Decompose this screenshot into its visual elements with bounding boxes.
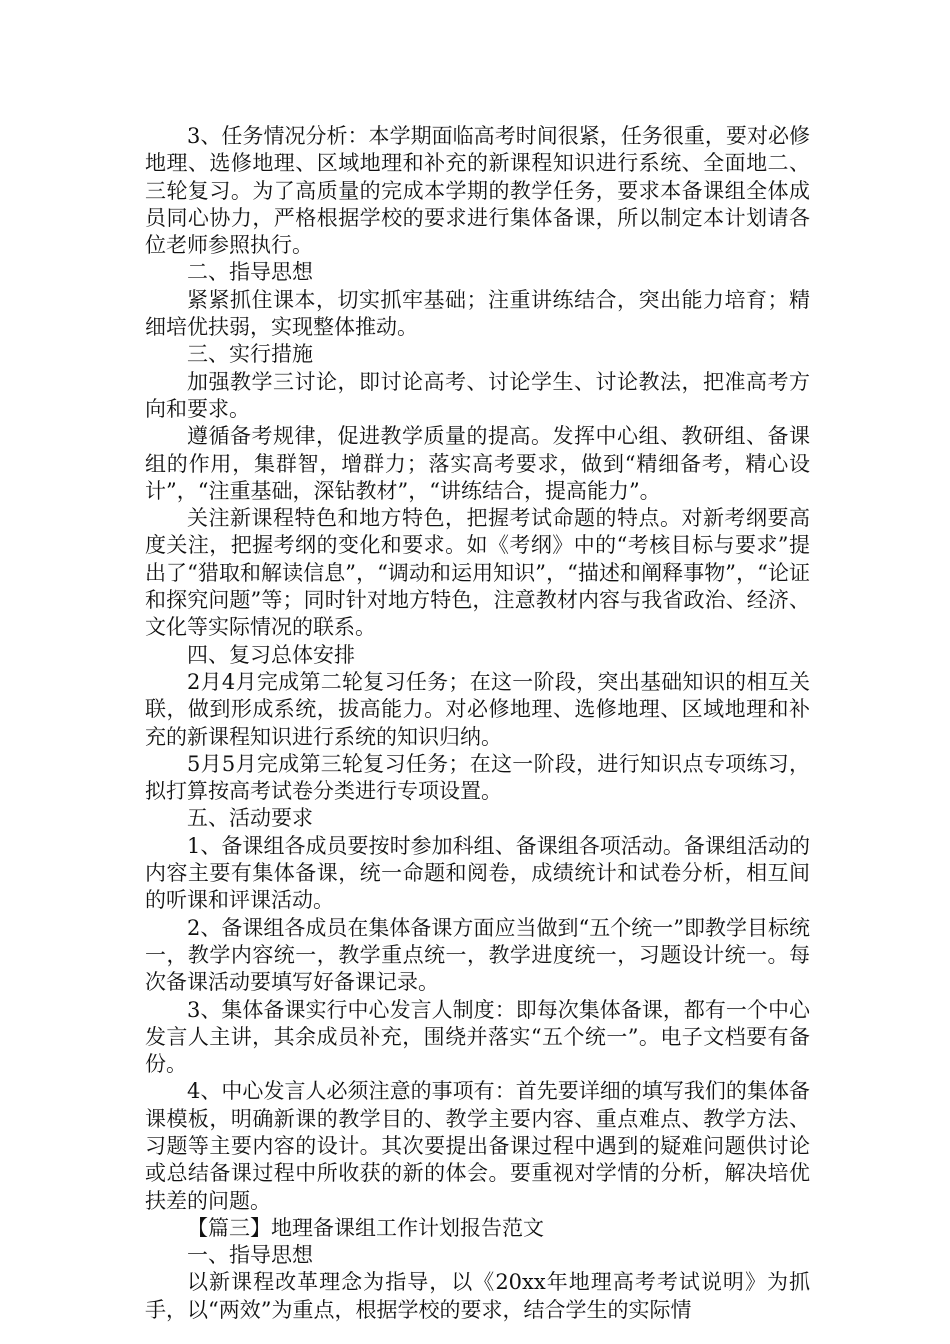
paragraph-measure-features: 关注新课程特色和地方特色，把握考试命题的特点。对新考纲要高度关注，把握考纲的变化和要求。如《考纲》中的“考核目标与要求”提出了“猎取和解读信息”，“调动和运用知识”，“描述和阐释事物”，“论证和探究问题”等；同时针对地方特色，注意教材内容与我省政治、经济、文化等实际情况的联系。 [145, 506, 810, 640]
paragraph-task-analysis: 3、任务情况分析：本学期面临高考时间很紧，任务很重，要对必修地理、选修地理、区域地理和补充的新课程知识进行系统、全面地二、三轮复习。为了高质量的完成本学期的教学任务，要求本备课组全体成员同心协力，严格根据学校的要求进行集体备课，所以制定本计划请各位老师参照执行。 [145, 124, 810, 258]
paragraph-third-round: 5月5月完成第三轮复习任务；在这一阶段，进行知识点专项练习，拟打算按高考试卷分类进行专项设置。 [145, 751, 810, 804]
document-body [145, 123, 810, 1324]
section-title-part-three: 【篇三】地理备课组工作计划报告范文 [187, 1215, 544, 1240]
paragraph-measure-research: 加强教学三讨论，即讨论高考、讨论学生、讨论教法，把准高考方向和要求。 [145, 369, 810, 421]
heading-review-arrangement: 四、复习总体安排 [187, 642, 355, 667]
paragraph-measure-rules: 遵循备考规律，促进教学质量的提高。发挥中心组、教研组、备课组的作用，集群智，增群力；落实高考要求，做到“精细备考，精心设计”，“注重基础，深钻教材”，“讲练结合，提高能力”。 [145, 424, 810, 503]
paragraph-requirement-2: 2、备课组各成员在集体备课方面应当做到“五个统一”即教学目标统一，教学内容统一，教学重点统一，教学进度统一，习题设计统一。每次备课活动要填写好备课记录。 [145, 915, 810, 995]
paragraph-requirement-1: 1、备课组各成员要按时参加科组、备课组各项活动。备课组活动的内容主要有集体备课，统一命题和阅卷，成绩统计和试卷分析，相互间的听课和评课活动。 [145, 833, 810, 913]
heading-activity-requirements: 五、活动要求 [187, 806, 313, 831]
heading-measures: 三、实行措施 [187, 342, 313, 367]
paragraph-new-curriculum: 以新课程改革理念为指导，以《20xx年地理高考考试说明》为抓手，以“两效”为重点，根据学校的要求，结合学生的实际情 [145, 1270, 810, 1322]
paragraph-requirement-3: 3、集体备课实行中心发言人制度：即每次集体备课，都有一个中心发言人主讲，其余成员补充，围绕并落实“五个统一”。电子文档要有备份。 [145, 997, 810, 1077]
paragraph-requirement-4: 4、中心发言人必须注意的事项有：首先要详细的填写我们的集体备课模板，明确新课的教学目的、教学主要内容、重点难点、教学方法、习题等主要内容的设计。其次要提出备课过程中遇到的疑难问题供讨论或总结备课过程中所收获的新的体会。要重视对学情的分析，解决培优扶差的问题。 [145, 1079, 810, 1213]
heading-guiding-ideology-2: 一、指导思想 [187, 1243, 313, 1268]
paragraph-guiding-ideology: 紧紧抓住课本，切实抓牢基础；注重讲练结合，突出能力培育；精细培优扶弱，实现整体推动。 [145, 287, 810, 340]
heading-guiding-ideology: 二、指导思想 [187, 260, 313, 285]
paragraph-second-round: 2月4月完成第二轮复习任务；在这一阶段，突出基础知识的相互关联，做到形成系统，拔高能力。对必修地理、选修地理、区域地理和补充的新课程知识进行系统的知识归纳。 [145, 669, 810, 749]
